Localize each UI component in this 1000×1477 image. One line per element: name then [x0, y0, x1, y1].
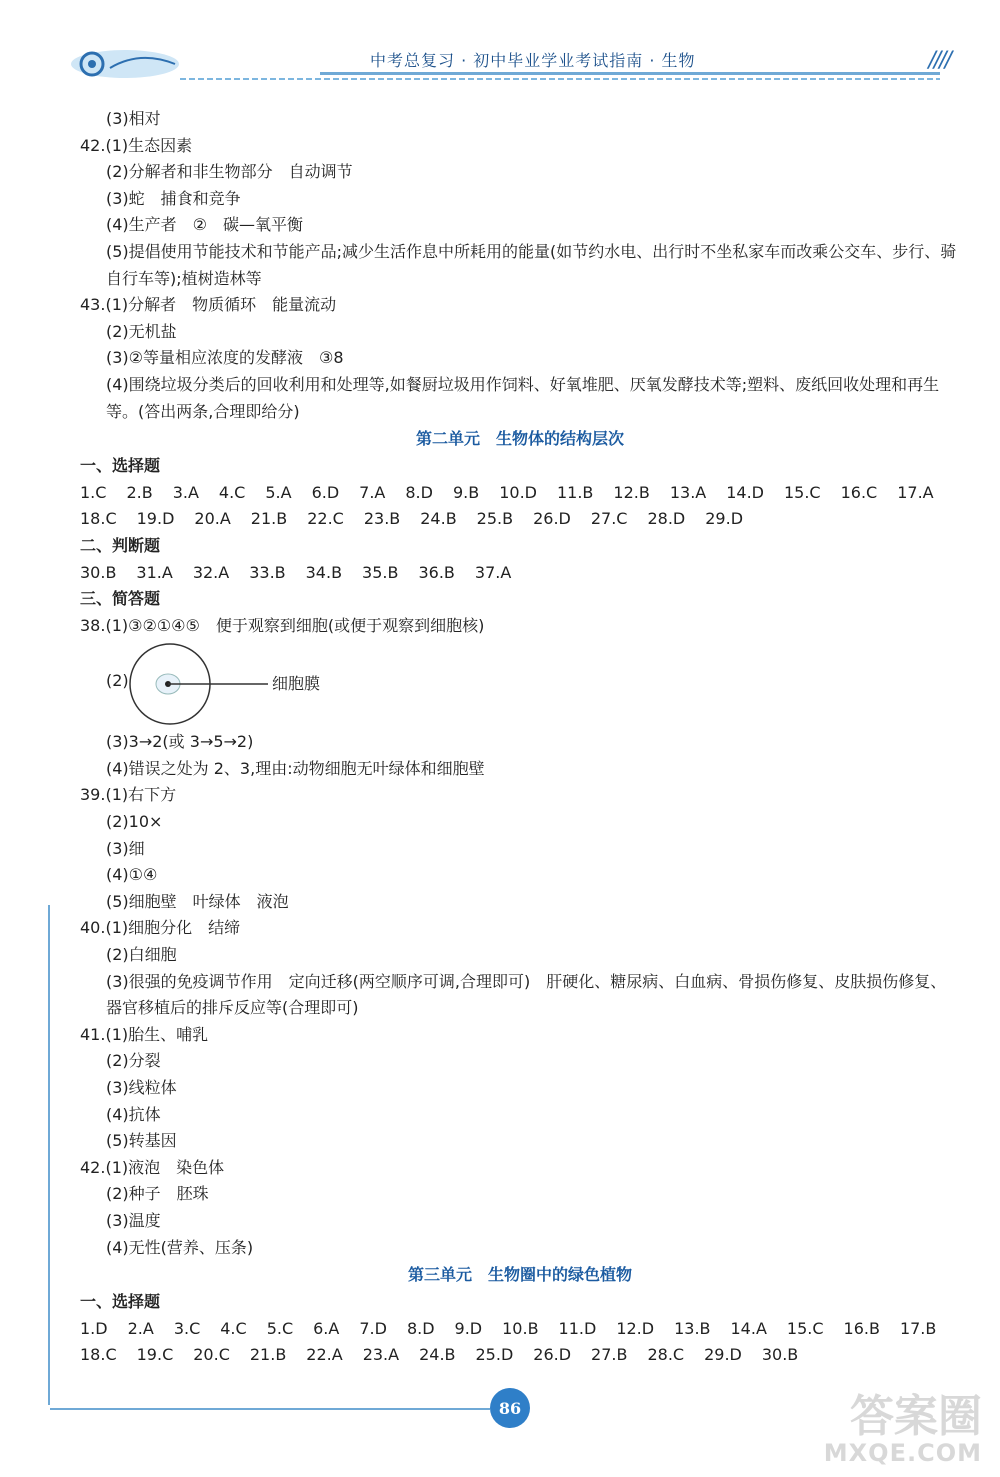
answer-item: 29.D — [704, 1345, 742, 1365]
watermark-bottom: MXQE.COM — [823, 1439, 982, 1467]
cell-membrane-label: 细胞膜 — [272, 674, 321, 694]
answer-item: 15.C — [783, 482, 821, 502]
unit2-answer-line: (3)3→2(或 3→5→2) — [106, 732, 254, 752]
answer-item: 36.B — [418, 562, 455, 582]
answer-item: 10.B — [502, 1318, 539, 1338]
unit3-section-choice: 一、选择题 — [80, 1292, 161, 1312]
unit2-answer-line: 39.(1)右下方 — [80, 785, 177, 805]
header-logo-icon — [70, 44, 180, 80]
cell-figure — [80, 639, 960, 729]
page-number: 86 — [490, 1388, 530, 1428]
unit2-answer-line: (2)白细胞 — [106, 945, 177, 965]
answer-item: 27.B — [591, 1345, 628, 1365]
answer-item: 18.C — [80, 509, 117, 529]
answer-item: 11.D — [558, 1318, 597, 1338]
answer-item: 20.C — [193, 1345, 230, 1365]
answer-item: 9.D — [454, 1318, 483, 1338]
unit2-section-choice: 一、选择题 — [80, 456, 161, 476]
header-stripes-icon: //// — [928, 48, 950, 73]
answer-40-3: (3)很强的免疫调节作用 定向迁移(两空顺序可调,合理即可) 肝硬化、糖尿病、白血病、骨损伤修复、皮肤损伤修复、器官移植后的排斥反应等(合理即可) — [106, 971, 947, 1018]
answer-item: 3.A — [172, 482, 199, 502]
unit1-answer-line: (2)分解者和非生物部分 自动调节 — [106, 162, 353, 182]
answer-item: 23.B — [363, 509, 401, 529]
answer-item: 21.B — [250, 509, 288, 529]
left-margin-bar — [48, 905, 50, 1405]
unit2-answer-line: (5)细胞壁 叶绿体 液泡 — [106, 891, 289, 911]
unit2-answer-line: (5)转基因 — [106, 1131, 177, 1151]
watermark-logo — [792, 1391, 982, 1469]
answer-item: 1.C — [80, 482, 107, 502]
answer-item: 30.B — [761, 1345, 799, 1365]
answer-item: 25.B — [476, 509, 514, 529]
unit2-choice-answers — [80, 480, 960, 533]
answer-item: 4.C — [220, 1318, 247, 1338]
unit1-answer-line: (4)生产者 ② 碳—氧平衡 — [106, 215, 304, 235]
answer-item: 19.D — [136, 509, 175, 529]
cell-diagram-icon — [128, 639, 278, 729]
footer-divider — [50, 1408, 490, 1410]
answer-43-line: 43.(1)分解者 物质循环 能量流动 — [80, 295, 337, 315]
unit2-title: 第二单元 生物体的结构层次 — [415, 429, 624, 449]
unit2-answer-line: (4)抗体 — [106, 1104, 161, 1124]
header-divider — [320, 72, 940, 75]
unit2-answer-line: (3)线粒体 — [106, 1078, 177, 1097]
answer-item: 27.C — [590, 509, 628, 529]
answer-item: 16.B — [843, 1318, 880, 1338]
unit2-answer-line: 40.(1)细胞分化 结缔 — [80, 918, 241, 938]
answer-item: 24.B — [419, 1345, 456, 1365]
header-dashed-divider — [180, 78, 940, 80]
unit3-title: 第三单元 生物圈中的绿色植物 — [407, 1265, 632, 1285]
answer-item: 5.A — [265, 482, 292, 502]
answer-item: 17.A — [897, 482, 934, 502]
answer-item: 23.A — [362, 1345, 400, 1365]
answer-item: 19.C — [136, 1345, 174, 1365]
answer-item: 18.C — [80, 1345, 117, 1365]
unit3-choice-answers — [80, 1316, 960, 1369]
answer-item: 21.B — [249, 1345, 287, 1365]
answer-43-4: (4)围绕垃圾分类后的回收利用和处理等,如餐厨垃圾用作饲料、好氧堆肥、厌氧发酵技术等;塑料、废纸回收处理和再生等。(答出两条,合理即给分) — [106, 374, 940, 421]
unit2-answer-line: (2)10× — [106, 812, 163, 832]
answer-item: 32.A — [192, 562, 230, 582]
unit2-answer-line: (3)细 — [106, 838, 145, 858]
answer-item: 14.A — [730, 1318, 767, 1338]
unit2-answer-line: (4)无性(营养、压条) — [106, 1237, 254, 1257]
answer-item: 6.A — [313, 1318, 340, 1338]
answer-item: 28.D — [647, 509, 686, 529]
answer-item: 15.C — [786, 1318, 824, 1338]
unit2-section-judge: 二、判断题 — [80, 535, 161, 555]
answer-item: 12.D — [616, 1318, 655, 1338]
answer-item: 11.B — [556, 482, 594, 502]
answer-item: 4.C — [218, 482, 246, 502]
answer-item: 14.D — [726, 482, 764, 502]
answer-item: 26.D — [533, 509, 571, 529]
unit2-answer-line: (2)分裂 — [106, 1051, 161, 1071]
answer-item: 9.B — [452, 482, 480, 502]
answer-item: 17.B — [899, 1318, 937, 1338]
answer-43-line: (3)②等量相应浓度的发酵液 ③8 — [106, 348, 344, 368]
answer-item: 16.C — [840, 482, 878, 502]
unit2-section-short: 三、简答题 — [80, 589, 161, 609]
answer-item: 7.A — [359, 482, 386, 502]
answer-item: 30.B — [80, 562, 117, 582]
answer-item: 28.C — [647, 1345, 685, 1365]
unit2-judge-answers — [80, 560, 960, 587]
answer-item: 12.B — [613, 482, 650, 502]
figure-number: (2) — [106, 671, 129, 691]
answer-item: 35.B — [362, 562, 399, 582]
unit1-answers-top — [80, 106, 960, 239]
answer-item: 22.A — [306, 1345, 343, 1365]
answers-38-40 — [80, 729, 960, 968]
answer-item: 22.C — [307, 509, 344, 529]
answer-item: 24.B — [420, 509, 457, 529]
unit2-answer-line: 42.(1)液泡 染色体 — [80, 1157, 225, 1177]
answer-item: 13.B — [674, 1318, 711, 1338]
answer-item: 6.D — [311, 482, 340, 502]
answer-item: 20.A — [194, 509, 231, 529]
answer-item: 31.A — [136, 562, 173, 582]
answer-item: 33.B — [249, 562, 286, 582]
unit2-answer-line: (4)错误之处为 2、3,理由:动物细胞无叶绿体和细胞壁 — [106, 758, 485, 778]
answers-41-42 — [80, 1022, 960, 1261]
answer-item: 25.D — [475, 1345, 514, 1365]
header-title: 中考总复习 · 初中毕业学业考试指南 · 生物 — [370, 51, 696, 70]
answer-item: 34.B — [305, 562, 343, 582]
answer-item: 1.D — [80, 1318, 108, 1338]
unit2-answer-line: 41.(1)胎生、哺乳 — [80, 1024, 209, 1044]
answer-item: 10.D — [499, 482, 537, 502]
unit1-answer-line: 42.(1)生态因素 — [80, 135, 193, 155]
answer-content — [80, 106, 960, 1369]
answer-item: 8.D — [406, 1318, 435, 1338]
unit2-answer-line: (2)种子 胚珠 — [106, 1184, 209, 1204]
answer-42-5: (5)提倡使用节能技术和节能产品;减少生活作息中所耗用的能量(如节约水电、出行时不坐私家车而改乘公交车、步行、骑自行车等);植树造林等 — [106, 241, 957, 288]
unit2-answer-line: (3)温度 — [106, 1210, 161, 1230]
answer-item: 26.D — [533, 1345, 572, 1365]
page-header — [70, 40, 950, 80]
answer-38-1: 38.(1)③②①④⑤ 便于观察到细胞(或便于观察到细胞核) — [80, 615, 485, 635]
unit1-answer-line: (3)相对 — [106, 109, 161, 128]
unit1-answer-line: (3)蛇 捕食和竞争 — [106, 188, 241, 208]
answers-43 — [80, 292, 960, 372]
answer-item: 2.B — [126, 482, 153, 502]
watermark-top: 答案圈 — [850, 1391, 982, 1442]
answer-item: 8.D — [405, 482, 433, 502]
answer-43-line: (2)无机盐 — [106, 321, 177, 341]
answer-item: 13.A — [669, 482, 707, 502]
answer-item: 5.C — [266, 1318, 294, 1338]
answer-item: 37.A — [474, 562, 512, 582]
answer-item: 3.C — [173, 1318, 201, 1338]
answer-item: 29.D — [705, 509, 744, 529]
answer-item: 7.D — [359, 1318, 387, 1338]
unit2-answer-line: (4)①④ — [106, 865, 158, 885]
answer-item: 2.A — [127, 1318, 154, 1338]
